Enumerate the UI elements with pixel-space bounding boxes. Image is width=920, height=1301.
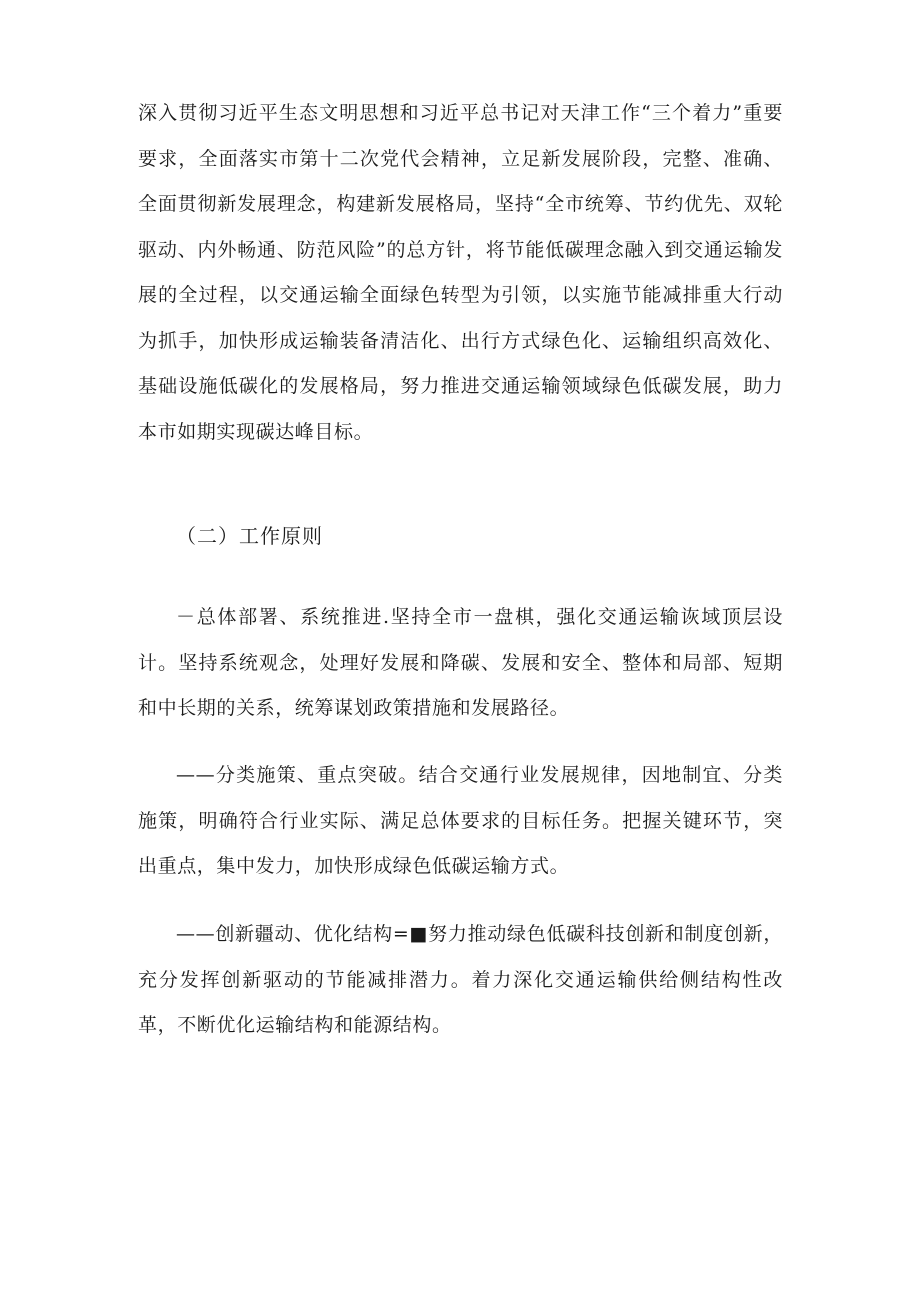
principle-paragraph-2: ——分类施策、重点突破。结合交通行业发展规律，因地制宜、分类施策，明确符合行业实际、满足总体要求的目标任务。把握关键环节，突出重点，集中发力，加快形成绿色低碳运输方式。 — [138, 764, 783, 877]
intro-paragraph: 深入贯彻习近平生态文明思想和习近平总书记对天津工作“三个着力”重要要求，全面落实市第十二次党代会精神，立足新发展阶段，完整、准确、全面贯彻新发展理念，构建新发展格局，坚持“全市统筹、节约优先、双轮驱动、内外畅通、防范风险”的总方针，将节能低碳理念融入到交通运输发展的全过程，以交通运输全面绿色转型为引领，以实施节能减排重大行动为抓手，加快形成运输装备清洁化、出行方式绿色化、运输组织高效化、基础设施低碳化的发展格局，努力推进交通运输领域绿色低碳发展，助力本市如期实现碳达峰目标。 — [138, 102, 783, 443]
principle-paragraph-3: ——创新疆动、优化结构=■努力推动绿色低碳科技创新和制度创新，充分发挥创新驱动的节能减排潜力。着力深化交通运输供给侧结构性改革，不断优化运输结构和能源结构。 — [138, 923, 783, 1036]
section-heading: （二）工作原则 — [176, 524, 323, 548]
principle-paragraph-1: －总体部署、系统推进.坚持全市一盘棋，强化交通运输诙域顶层设计。坚持系统观念，处理好发展和降碳、发展和安全、整体和局部、短期和中长期的关系，统筹谋划政策措施和发展路径。 — [138, 606, 783, 719]
